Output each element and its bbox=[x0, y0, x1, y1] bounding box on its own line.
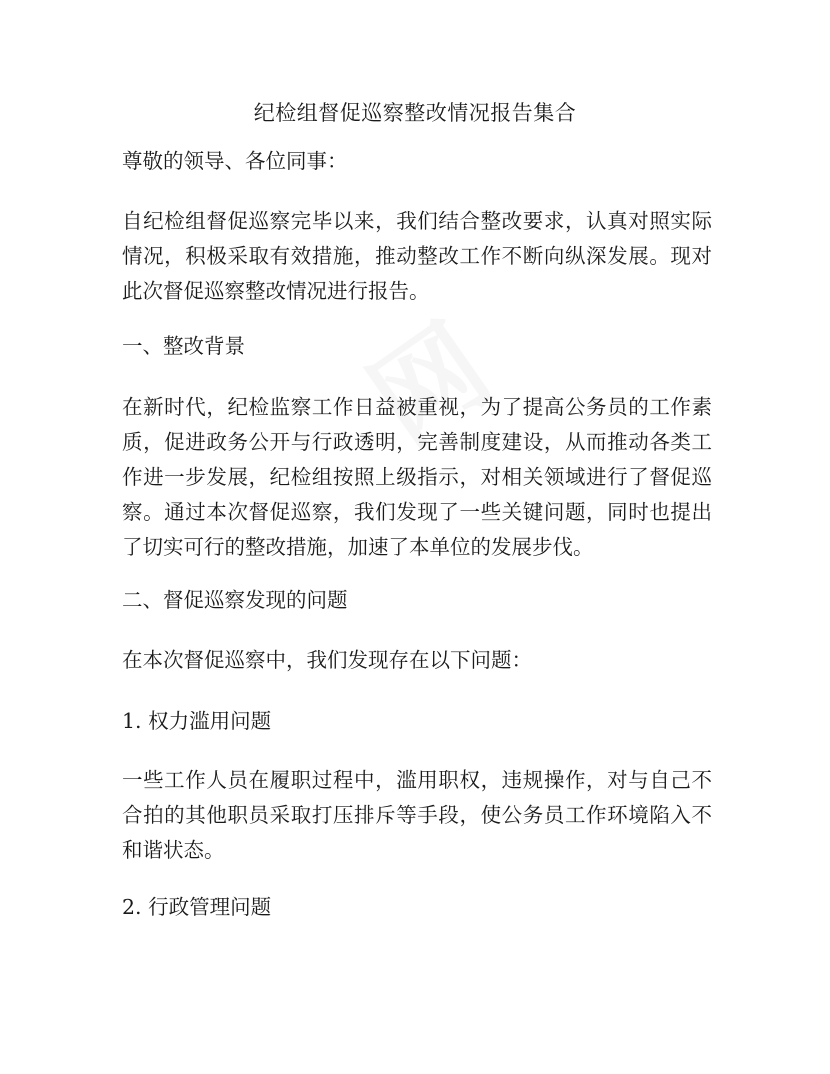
section2-intro: 在本次督促巡察中，我们发现存在以下问题： bbox=[122, 648, 532, 672]
document-title: 纪检组督促巡察整改情况报告集合 bbox=[253, 101, 577, 125]
item2-heading: 2. 行政管理问题 bbox=[122, 895, 272, 919]
section1-body: 在新时代，纪检监察工作日益被重视，为了提高公务员的工作素质，促进政务公开与行政透明，完善制度建设，从而推动各类工作进一步发展，纪检组按照上级指示，对相关领域进行了督促巡察。通过本次督促巡察，我们发现了一些关键问题，同时也提出了切实可行的整改措施，加速了本单位的发展步伐。 bbox=[122, 395, 712, 559]
salutation: 尊敬的领导、各位同事： bbox=[122, 149, 348, 173]
intro-paragraph: 自纪检组督促巡察完毕以来，我们结合整改要求，认真对照实际情况，积极采取有效措施，推动整改工作不断向纵深发展。现对此次督促巡察整改情况进行报告。 bbox=[122, 209, 712, 303]
section1-heading: 一、整改背景 bbox=[122, 334, 245, 358]
item1-body: 一些工作人员在履职过程中，滥用职权，违规操作，对与自己不合拍的其他职员采取打压排斥等手段，使公务员工作环境陷入不和谐状态。 bbox=[122, 768, 712, 862]
item1-heading: 1. 权力滥用问题 bbox=[122, 709, 272, 733]
section2-heading: 二、督促巡察发现的问题 bbox=[122, 588, 348, 612]
